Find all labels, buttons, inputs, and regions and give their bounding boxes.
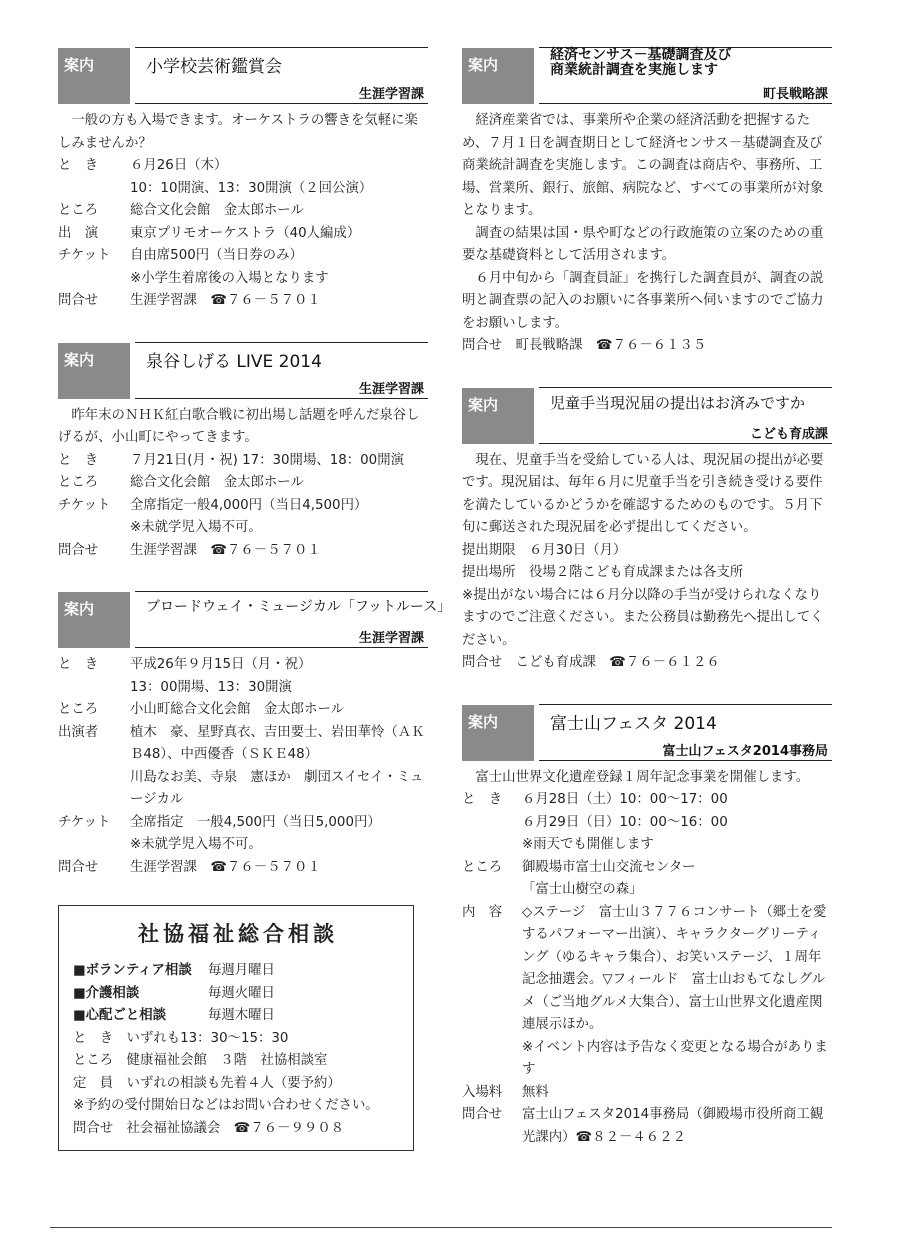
schedule-label: ■ボランティア相談 (73, 963, 192, 978)
row-label: ところ (462, 859, 503, 875)
notice-tag: 案内 (58, 48, 130, 104)
info-row (462, 902, 832, 1082)
schedule-value: 毎週木曜日 (208, 1008, 275, 1023)
article-title-line: 商業統計調査を実施します (550, 62, 718, 78)
article-live-concert (58, 339, 428, 563)
box-line: と き いずれも13：30～15：30 (73, 1030, 289, 1046)
intro-text: 一般の方も入場できます。オーケストラの響きを気軽に楽しみませんか？ (58, 113, 418, 151)
row-value: 御殿場市富士山交流センター 「富士山樹空の森」 (522, 859, 696, 897)
row-value: 平成26年９月15日（月・祝） 13：00開場、13：30開演 (130, 657, 312, 695)
schedule-value: 毎週火曜日 (208, 985, 275, 1001)
row-label: チケット (58, 814, 111, 830)
box-line: ところ 健康福祉会館 ３階 社協相談室 (73, 1053, 328, 1068)
info-row (58, 540, 428, 563)
row-value: 無料 (522, 1084, 549, 1100)
info-row (58, 812, 428, 857)
box-line: 問合せ 社会福祉協議会 ☎７６－９９０８ (73, 1120, 345, 1136)
article-header (462, 44, 832, 104)
row-label: 内 容 (462, 904, 503, 920)
notice-tag: 案内 (462, 705, 534, 761)
row-label: と き (58, 452, 99, 468)
body-paragraph: 経済産業省では、事業所や企業の経済活動を把握するため、７月１日を調査期日として経済センサス－基礎調査及び商業統計調査を実施します。この調査は商店や、事務所、工場、営業所、銀行、旅館、病院など、すべての事業所が対象となります。 (462, 113, 824, 218)
contact-line: 問合せ 町長戦略課 ☎７６－６１３５ (462, 338, 707, 353)
department: 富士山フェスタ2014事務局 (662, 743, 828, 759)
row-label: と き (58, 657, 99, 672)
row-value: 総合文化会館 金太郎ホール (130, 203, 304, 218)
info-row (58, 450, 428, 473)
info-line: ※提出がない場合には６月分以降の手当が受けられなくなりますのでご注意ください。また公務員は勤務先へ提出してください。 (462, 587, 824, 648)
article-child-allowance (462, 384, 832, 675)
row-value: 東京プリモオーケストラ（40人編成） (130, 225, 361, 241)
notice-tag: 案内 (58, 592, 130, 648)
info-row (58, 223, 428, 246)
article-title: 富士山フェスタ 2014 (550, 713, 717, 734)
info-row (462, 789, 832, 857)
box-title: 社協福祉総合相談 (138, 922, 338, 946)
info-row (58, 155, 428, 200)
info-row (58, 857, 428, 880)
right-column (462, 44, 832, 1175)
notice-tag: 案内 (462, 388, 534, 444)
schedule-value: 毎週月曜日 (208, 963, 275, 978)
info-row (58, 200, 428, 223)
row-label: 出演者 (58, 724, 99, 740)
intro-text: 昨年末のＮＨＫ紅白歌合戦に初出場し話題を呼んだ泉谷しげるが、小山町にやってきます。 (58, 407, 420, 445)
row-value: 生涯学習課 ☎７６－５７０１ (130, 859, 321, 875)
body-paragraph: 調査の結果は国・県や町などの行政施策の立案のための重要な基礎資料として活用されます。 (462, 225, 824, 263)
schedule-label: ■介護相談 (73, 985, 140, 1001)
article-title-line: 経済センサス－基礎調査及び (550, 47, 732, 63)
article-title: ブロードウェイ・ミュージカル「フットルース」 (146, 599, 452, 615)
info-row (58, 245, 428, 290)
article-economic-census (462, 44, 832, 358)
article-musical (58, 588, 452, 879)
article-header (58, 44, 428, 104)
department: 町長戦略課 (762, 87, 828, 102)
row-label: 出 演 (58, 225, 99, 241)
row-label: 問合せ (58, 542, 99, 558)
row-label: と き (462, 792, 503, 807)
department: 生涯学習課 (358, 381, 424, 397)
row-label: 問合せ (462, 1107, 503, 1122)
info-row (462, 1082, 832, 1105)
row-value: 富士山フェスタ2014事務局（御殿場市役所商工観光課内）☎８２－４６２２ (522, 1107, 824, 1145)
schedule-row (73, 960, 403, 983)
schedule-row (73, 1005, 403, 1028)
info-row (462, 1104, 832, 1149)
schedule-row (73, 983, 403, 1006)
row-value: 生涯学習課 ☎７６－５７０１ (130, 293, 321, 308)
body-paragraph: 現在、児童手当を受給している人は、現況届の提出が必要です。現況届は、毎年６月に児童手当を引き続き受ける要件を満たしているかどうかを確認するためのものです。５月下旬に郵送された現況届を必ず提出してください。 (462, 452, 824, 535)
article-header (58, 588, 452, 648)
info-row (58, 654, 428, 699)
row-value: 全席指定 一般4,500円（当日5,000円） ※未就学児入場不可。 (130, 814, 381, 852)
department: こども育成課 (749, 426, 828, 442)
article-title: 泉谷しげる LIVE 2014 (146, 351, 322, 372)
row-value: 総合文化会館 金太郎ホール (130, 475, 304, 490)
box-line: ※予約の受付開始日などはお問い合わせください。 (73, 1098, 379, 1113)
article-header (462, 384, 832, 444)
row-label: チケット (58, 497, 111, 513)
welfare-consultation-box (58, 905, 414, 1151)
department: 生涯学習課 (358, 631, 424, 646)
row-label: 入場料 (462, 1084, 503, 1100)
row-value: ６月28日（土）10：00～17：00 ６月29日（日）10：00～16：00 ※雨天でも開催します (522, 792, 728, 852)
row-value: 小山町総合文化会館 金太郎ホール (130, 702, 344, 717)
notice-tag: 案内 (462, 48, 534, 104)
info-row (58, 495, 428, 540)
article-title (550, 48, 731, 78)
info-row (58, 472, 428, 495)
contact-line: 問合せ こども育成課 ☎７６－６１２６ (462, 655, 720, 670)
body-paragraph: ６月中旬から「調査員証」を携行した調査員が、調査の説明と調査票の記入のお願いに各事業所へ伺いますのでご協力をお願いします。 (462, 270, 824, 331)
row-label: ところ (58, 702, 99, 717)
left-column (58, 44, 452, 1151)
article-header (462, 701, 832, 761)
info-row (58, 290, 428, 313)
info-line: 提出場所 役場２階こども育成課または各支所 (462, 565, 744, 580)
intro-text: 富士山世界文化遺産登録１周年記念事業を開催します。 (475, 769, 810, 785)
row-value: ◇ステージ 富士山３７７６コンサート（郷土を愛するパフォーマー出演）、キャラクターグリーティング（ゆるキャラ集合）、お笑いステージ、１周年記念抽選会。▽フィールド 富士山おもてなしグルメ（ご当地グルメ大集合）、富士山世界文化遺産関連展示ほか。 ※イベント内容は予告なく変更となる場合があります (522, 904, 828, 1077)
row-label: ところ (58, 203, 99, 218)
article-art-appreciation (58, 44, 428, 313)
info-row (58, 722, 428, 812)
article-title: 小学校芸術鑑賞会 (146, 57, 282, 77)
box-line: 定 員 いずれの相談も先着４人（要予約） (73, 1075, 341, 1091)
row-label: と き (58, 158, 99, 173)
department: 生涯学習課 (358, 87, 424, 102)
info-row (58, 699, 428, 722)
row-value: 全席指定一般4,000円（当日4,500円） ※未就学児入場不可。 (130, 497, 368, 535)
row-label: ところ (58, 475, 99, 490)
row-value: 自由席500円（当日券のみ） ※小学生着席後の入場となります (130, 248, 329, 286)
notice-tag: 案内 (58, 343, 130, 399)
article-title: 児童手当現況届の提出はお済みですか (550, 393, 806, 412)
row-value: 生涯学習課 ☎７６－５７０１ (130, 542, 321, 558)
footer-rule (50, 1227, 832, 1228)
row-value: 植木 豪、星野真衣、吉田要士、岩田華怜（ＡＫＢ48）、中西優香（ＳＫＥ48） 川島なお美、寺泉 憲ほか 劇団スイセイ・ミュージカル (130, 724, 425, 807)
article-header (58, 339, 428, 399)
row-value: ７月21日(月・祝) 17：30開場、18：00開演 (130, 452, 404, 468)
schedule-label: ■心配ごと相談 (73, 1008, 166, 1023)
info-row (462, 857, 832, 902)
row-value: ６月26日（木） 10：10開演、13：30開演（２回公演） (130, 158, 373, 196)
row-label: 問合せ (58, 859, 99, 875)
article-fuji-festa (462, 701, 832, 1150)
row-label: チケット (58, 248, 111, 263)
row-label: 問合せ (58, 293, 99, 308)
info-line: 提出期限 ６月30日（月） (462, 542, 627, 558)
